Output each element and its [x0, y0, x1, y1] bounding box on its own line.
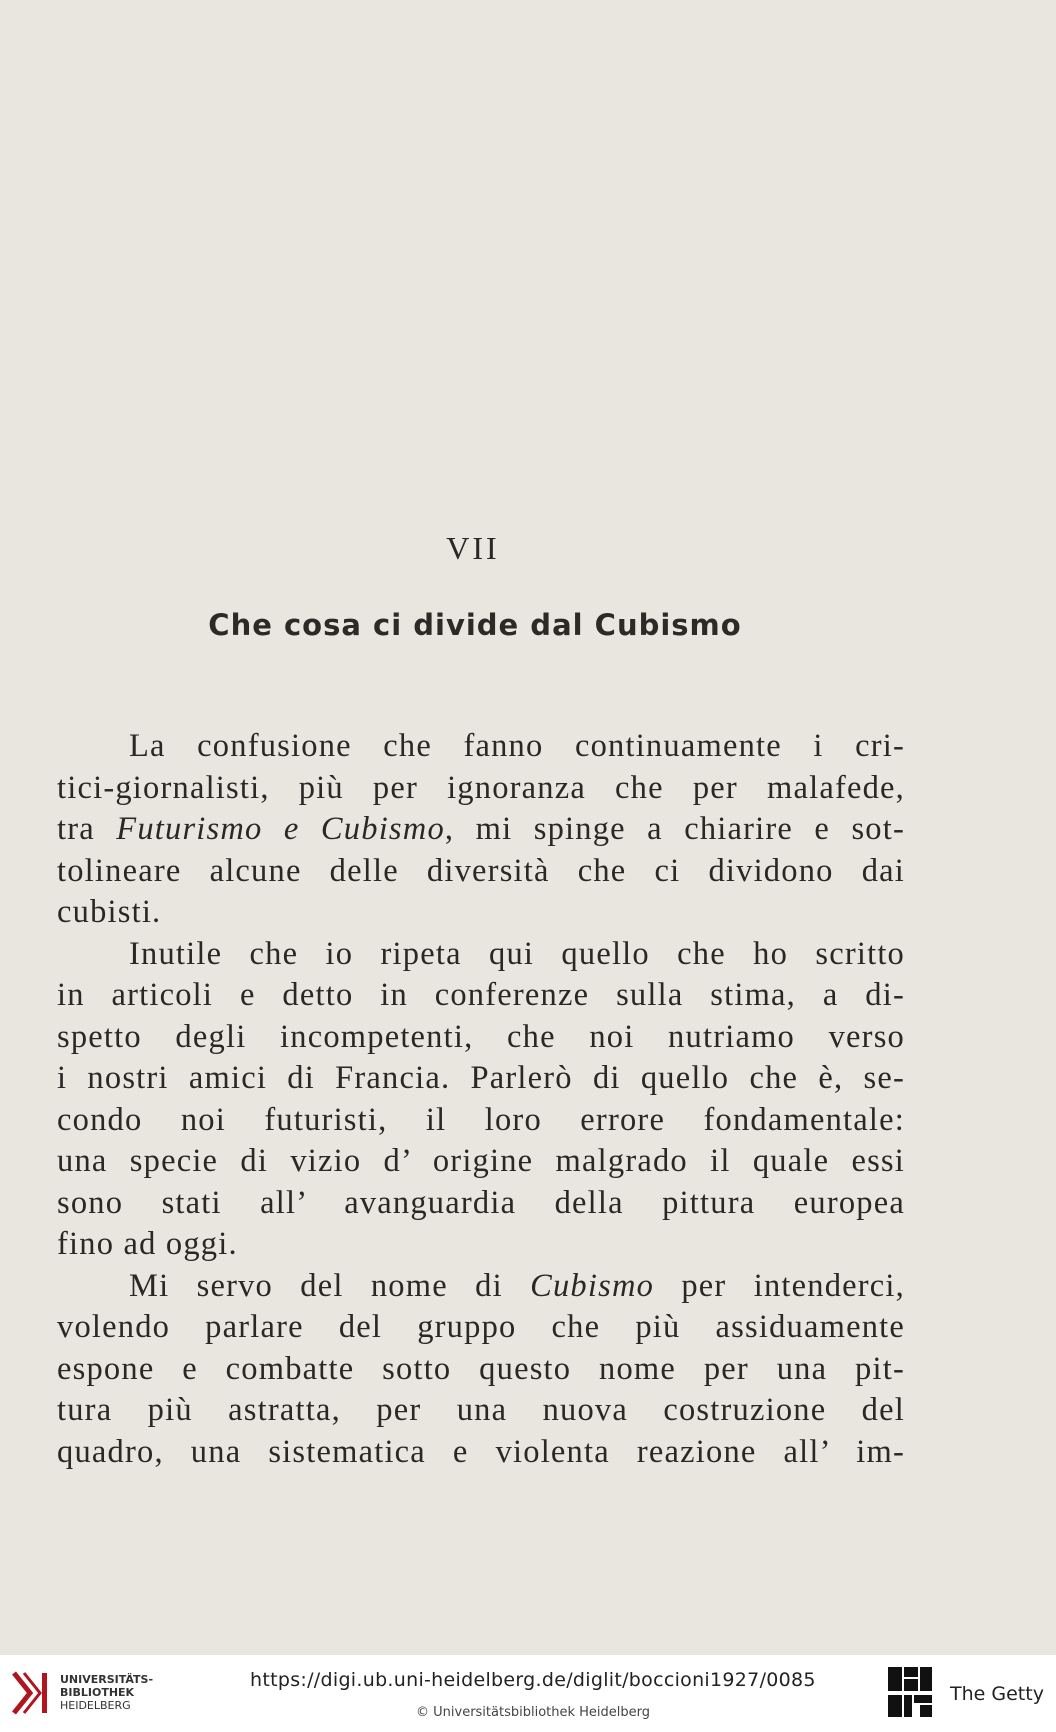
library-name-line: BIBLIOTHEK [60, 1686, 135, 1699]
text-line: spetto degli incompetenti, che noi nutriamo verso [57, 1018, 905, 1055]
library-name-line: HEIDELBERG [60, 1699, 131, 1712]
text-line: sono stati all’ avanguardia della pittura europea [57, 1184, 905, 1221]
copyright-notice: © Universitätsbibliothek Heidelberg [416, 1705, 651, 1720]
text-line: cubisti. [57, 894, 162, 930]
text-line: La confusione che fanno continuamente i cri- [129, 728, 905, 764]
text-line: volendo parlare del gruppo che più assiduamente [57, 1309, 905, 1345]
text-line: in articoli e detto in conferenze sulla stima, a di- [57, 977, 905, 1013]
text-span: tra [57, 811, 117, 847]
text-line: quadro, una sistematica e violenta reazione all’ im- [57, 1433, 905, 1470]
library-name-line: UNIVERSITÄTS- [60, 1673, 154, 1686]
library-name [60, 1673, 153, 1712]
library-logo-icon [10, 1669, 52, 1717]
text-line [57, 1266, 905, 1308]
chapter-number: VII [446, 530, 500, 566]
library-logo[interactable] [10, 1667, 154, 1719]
getty-label: The Getty [950, 1683, 1044, 1705]
text-line: espone e combatte sotto questo nome per una pit- [57, 1350, 905, 1387]
text-line: fino ad oggi. [57, 1226, 238, 1262]
text-line: condo noi futuristi, il loro errore fondamentale: [57, 1101, 905, 1138]
text-line: i nostri amici di Francia. Parlerò di quello che è, se- [57, 1060, 905, 1096]
getty-logo-icon [886, 1665, 934, 1721]
text-span: per intenderci, [654, 1267, 905, 1304]
italic-term: Futurismo e Cubismo [116, 811, 445, 847]
text-line: tici-giornalisti, più per ignoranza che per malafede, [57, 769, 905, 806]
italic-term: Cubismo [530, 1267, 655, 1304]
text-line: una specie di vizio d’ origine malgrado il quale essi [57, 1143, 905, 1179]
text-span: , mi spinge a chiarire e sot- [444, 811, 905, 847]
source-url-link[interactable]: https://digi.ub.uni-heidelberg.de/diglit/boccioni1927/0085 [250, 1669, 816, 1691]
chapter-title: Che cosa ci divide dal Cubismo [208, 608, 742, 642]
digitization-footer [0, 1655, 1056, 1732]
body-text [57, 726, 905, 1473]
text-line: Inutile che io ripeta qui quello che ho scritto [129, 935, 905, 972]
text-line [57, 809, 905, 851]
text-line: tura più astratta, per una nuova costruzione del [57, 1392, 905, 1428]
text-line: tolineare alcune delle diversità che ci dividono dai [57, 852, 905, 889]
text-span: Mi servo del nome di [129, 1267, 531, 1304]
